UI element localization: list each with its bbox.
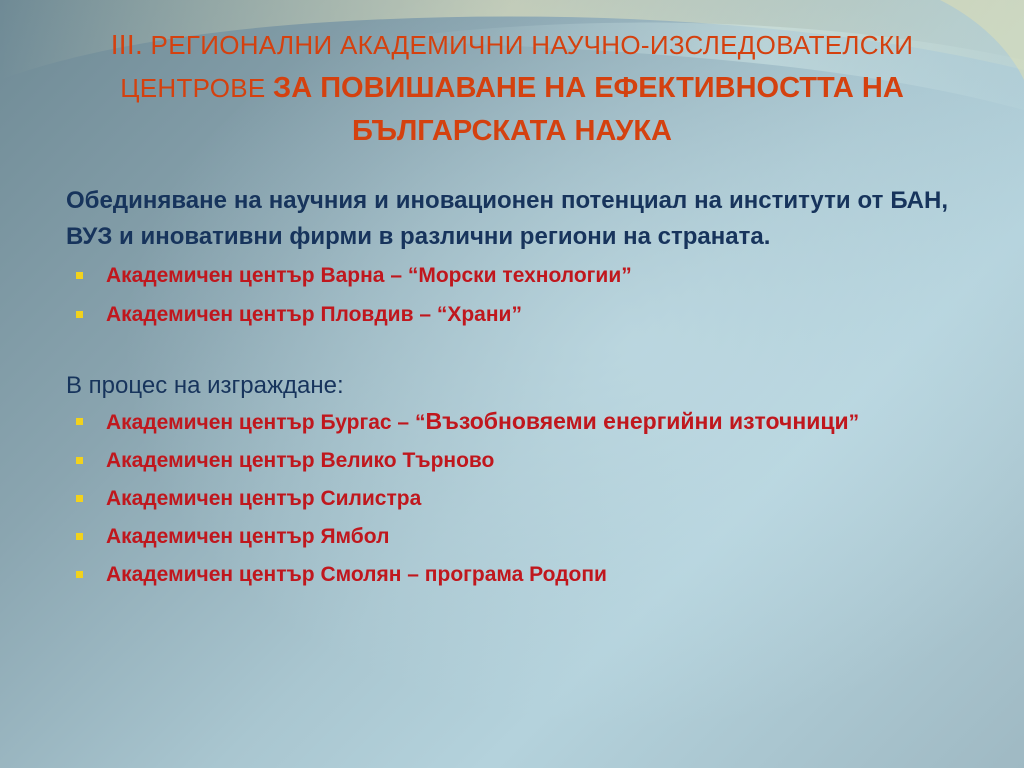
- list-item: [66, 407, 948, 437]
- list-item: [66, 522, 948, 551]
- list-item-text: Академичен център Смолян – програма Родопи: [106, 563, 607, 586]
- list-item: [66, 560, 948, 589]
- list-item: [66, 300, 948, 329]
- list-item-text: Академичен център Ямбол: [106, 525, 390, 548]
- bullet-square-icon: [76, 311, 83, 318]
- list-item: [66, 446, 948, 475]
- established-centers-list: [66, 261, 948, 329]
- in-progress-heading: В процес на изграждане:: [66, 372, 344, 399]
- list-item-end: ”: [848, 411, 860, 434]
- list-item-tail: Възобновяеми енергийни източници: [425, 408, 849, 434]
- in-progress-centers-list: [66, 407, 948, 589]
- list-item-text: Академичен център Пловдив – “Храни”: [106, 303, 522, 326]
- list-item: [66, 261, 948, 290]
- intro-paragraph: Обединяване на научния и иновационен потенциал на институти от БАН, ВУЗ и иновативни фирми в различни региони на страната.: [66, 187, 948, 250]
- list-item-head: Академичен център Бургас – “: [106, 411, 426, 434]
- list-item: [66, 484, 948, 513]
- list-item-text: Академичен център Силистра: [106, 487, 422, 510]
- bullet-square-icon: [76, 571, 83, 578]
- title-part-small: РЕГИОНАЛНИ АКАДЕМИЧНИ НАУЧНО-ИЗСЛЕДОВАТЕЛСКИ ЦЕНТРОВЕ: [120, 30, 914, 103]
- title-roman-numeral: III.: [110, 29, 144, 60]
- bullet-square-icon: [76, 457, 83, 464]
- spacer: [66, 339, 948, 369]
- bullet-square-icon: [76, 495, 83, 502]
- bullet-square-icon: [76, 272, 83, 279]
- slide-content: [66, 183, 948, 598]
- title-part-big: ЗА ПОВИШАВАНЕ НА ЕФЕКТИВНОСТТА НА БЪЛГАРСКАТА НАУКА: [273, 72, 904, 147]
- list-item-text: Академичен център Варна – “Морски технологии”: [106, 264, 632, 287]
- list-item-text: Академичен център Велико Търново: [106, 449, 495, 472]
- bullet-square-icon: [76, 533, 83, 540]
- slide-title: [40, 26, 984, 155]
- bullet-square-icon: [76, 418, 83, 425]
